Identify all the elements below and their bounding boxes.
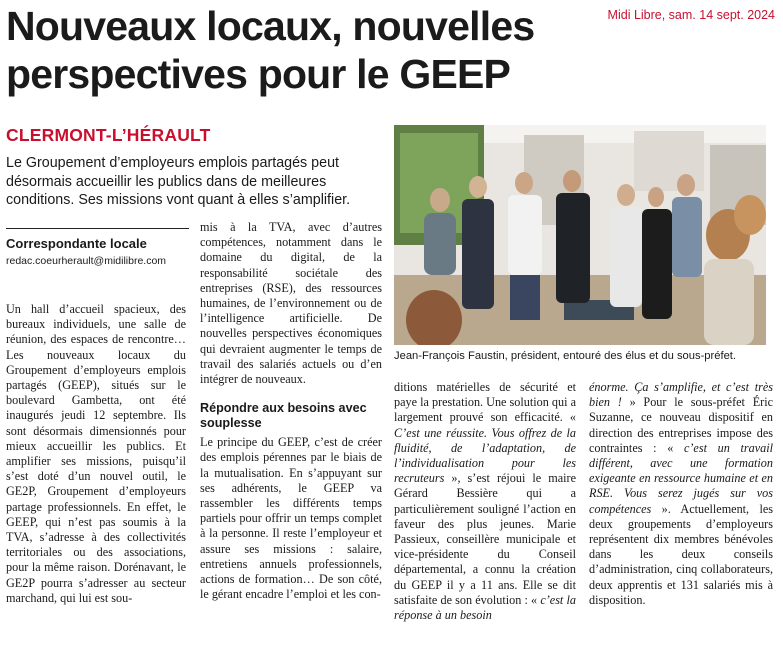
paragraph: énorme. Ça s’amplifie, et c’est très bien ! » Pour le sous-préfet Éric Suzanne, ce nouveau dispositif en direction des entreprises impose des contraintes : « c’est un travail différent, avec une formation exigeante en ressource humaine et en RSE. Vous serez jugés sur vos compétences ». Actuellement, les deux groupements d’employeurs représentent dix membres bénévoles dans les deux conseils d’administration, cinq collaborateurs, deux apprentis et 131 salariés mis à disposition. (589, 380, 773, 607)
photo-illustration (394, 125, 766, 345)
section-subhead: Répondre aux besoins avec souplesse (200, 401, 367, 431)
author-divider (6, 228, 189, 229)
publication-meta: Midi Libre, sam. 14 sept. 2024 (607, 8, 775, 22)
paragraph: Le principe du GEEP, c’est de créer des emplois pérennes par le biais de la mutualisation. En s’appuyant sur ses adhérents, le GEEP va rassembler les différents temps partiels pour offrir un temps complet à la personne. Il reste l’employeur et assure ses missions : salaire, entretiens annuels professionnels, actions de formation… De son côté, le gérant encadre l’emploi et les con- (200, 435, 382, 602)
standfirst: Le Groupement d’employeurs emplois partagés peut désormais accueillir les publics dans de meilleures conditions. Ses missions vont quant à elles s’amplifier. (6, 155, 351, 208)
headline: Nouveaux locaux, nouvelles perspectives pour le GEEP (6, 3, 535, 97)
quote: C’est une réussite. Vous offrez de la fluidité, de l’adaptation, de l’individualisation pour les recruteurs (394, 425, 576, 486)
paragraph: mis à la TVA, avec d’autres compétences, notamment dans le domaine du digital, de la responsabilité sociétale des entreprises (RSE), des ressources humaines, de l’environnement ou de l’intelligence artificielle. De nouvelles perspectives économiques qui devraient augmenter le temps de travail des salariés actuels ou d’en intégrer de nouveaux. (200, 220, 382, 387)
paragraph: Un hall d’accueil spacieux, des bureaux individuels, une salle de réunion, des espaces de rencontre… Les nouveaux locaux du Groupement d’employeurs emplois partagés (GEEP), situés sur le boulevard Gambetta, ont été inaugurés jeudi 12 septembre. Ils sont désormais dimensionnés pour mieux accueillir les publics. Et amplifier ses missions, puisqu’il s’est doté d’un nouvel outil, le GE2P, Groupement d’employeurs partage professionnels. En effet, le GEEP, qui n’est pas soumis à la TVA, s’adresse à des collectivités territoriales ou des associations, pour la même raison. Dorénavant, le GE2P pourra s’adresser au secteur marchand, qui lui est sou- (6, 302, 186, 605)
body-column-1 (6, 302, 186, 606)
body-column-2 (200, 220, 382, 602)
body-column-3 (394, 380, 576, 623)
photo-caption: Jean-François Faustin, président, entouré des élus et du sous-préfet. (394, 350, 737, 362)
body-column-4 (589, 380, 773, 608)
paragraph: ditions matérielles de sécurité et paye la prestation. Une solution qui a largement prouvé son efficacité. « C’est une réussite. Vous offrez de la fluidité, de l’adaptation, de l’individualisation pour les recruteurs », s’est réjoui le maire Gérard Bessière qui a particulièrement souligné l’action en faveur des plus jeunes. Marie Passieux, conseillère municipale et vice-présidente du Conseil départemental, a connu la création du GEEP il y a 11 ans. Elle se dit satisfaite de son évolution : « c’est la réponse à un besoin (394, 380, 576, 623)
quote: c’est la réponse à un besoin (394, 592, 576, 623)
quote: c’est un travail différent, avec une formation exigeante en ressource humaine et en RSE. Vous serez jugés sur vos compétences (589, 440, 773, 516)
location-kicker: CLERMONT-L’HÉRAULT (6, 125, 211, 145)
article-photo (394, 125, 766, 345)
author-email: redac.coeurherault@midilibre.com (6, 255, 167, 267)
author-name: Correspondante locale (6, 236, 147, 251)
quote: énorme. Ça s’amplifie, et c’est très bien ! (589, 380, 773, 410)
